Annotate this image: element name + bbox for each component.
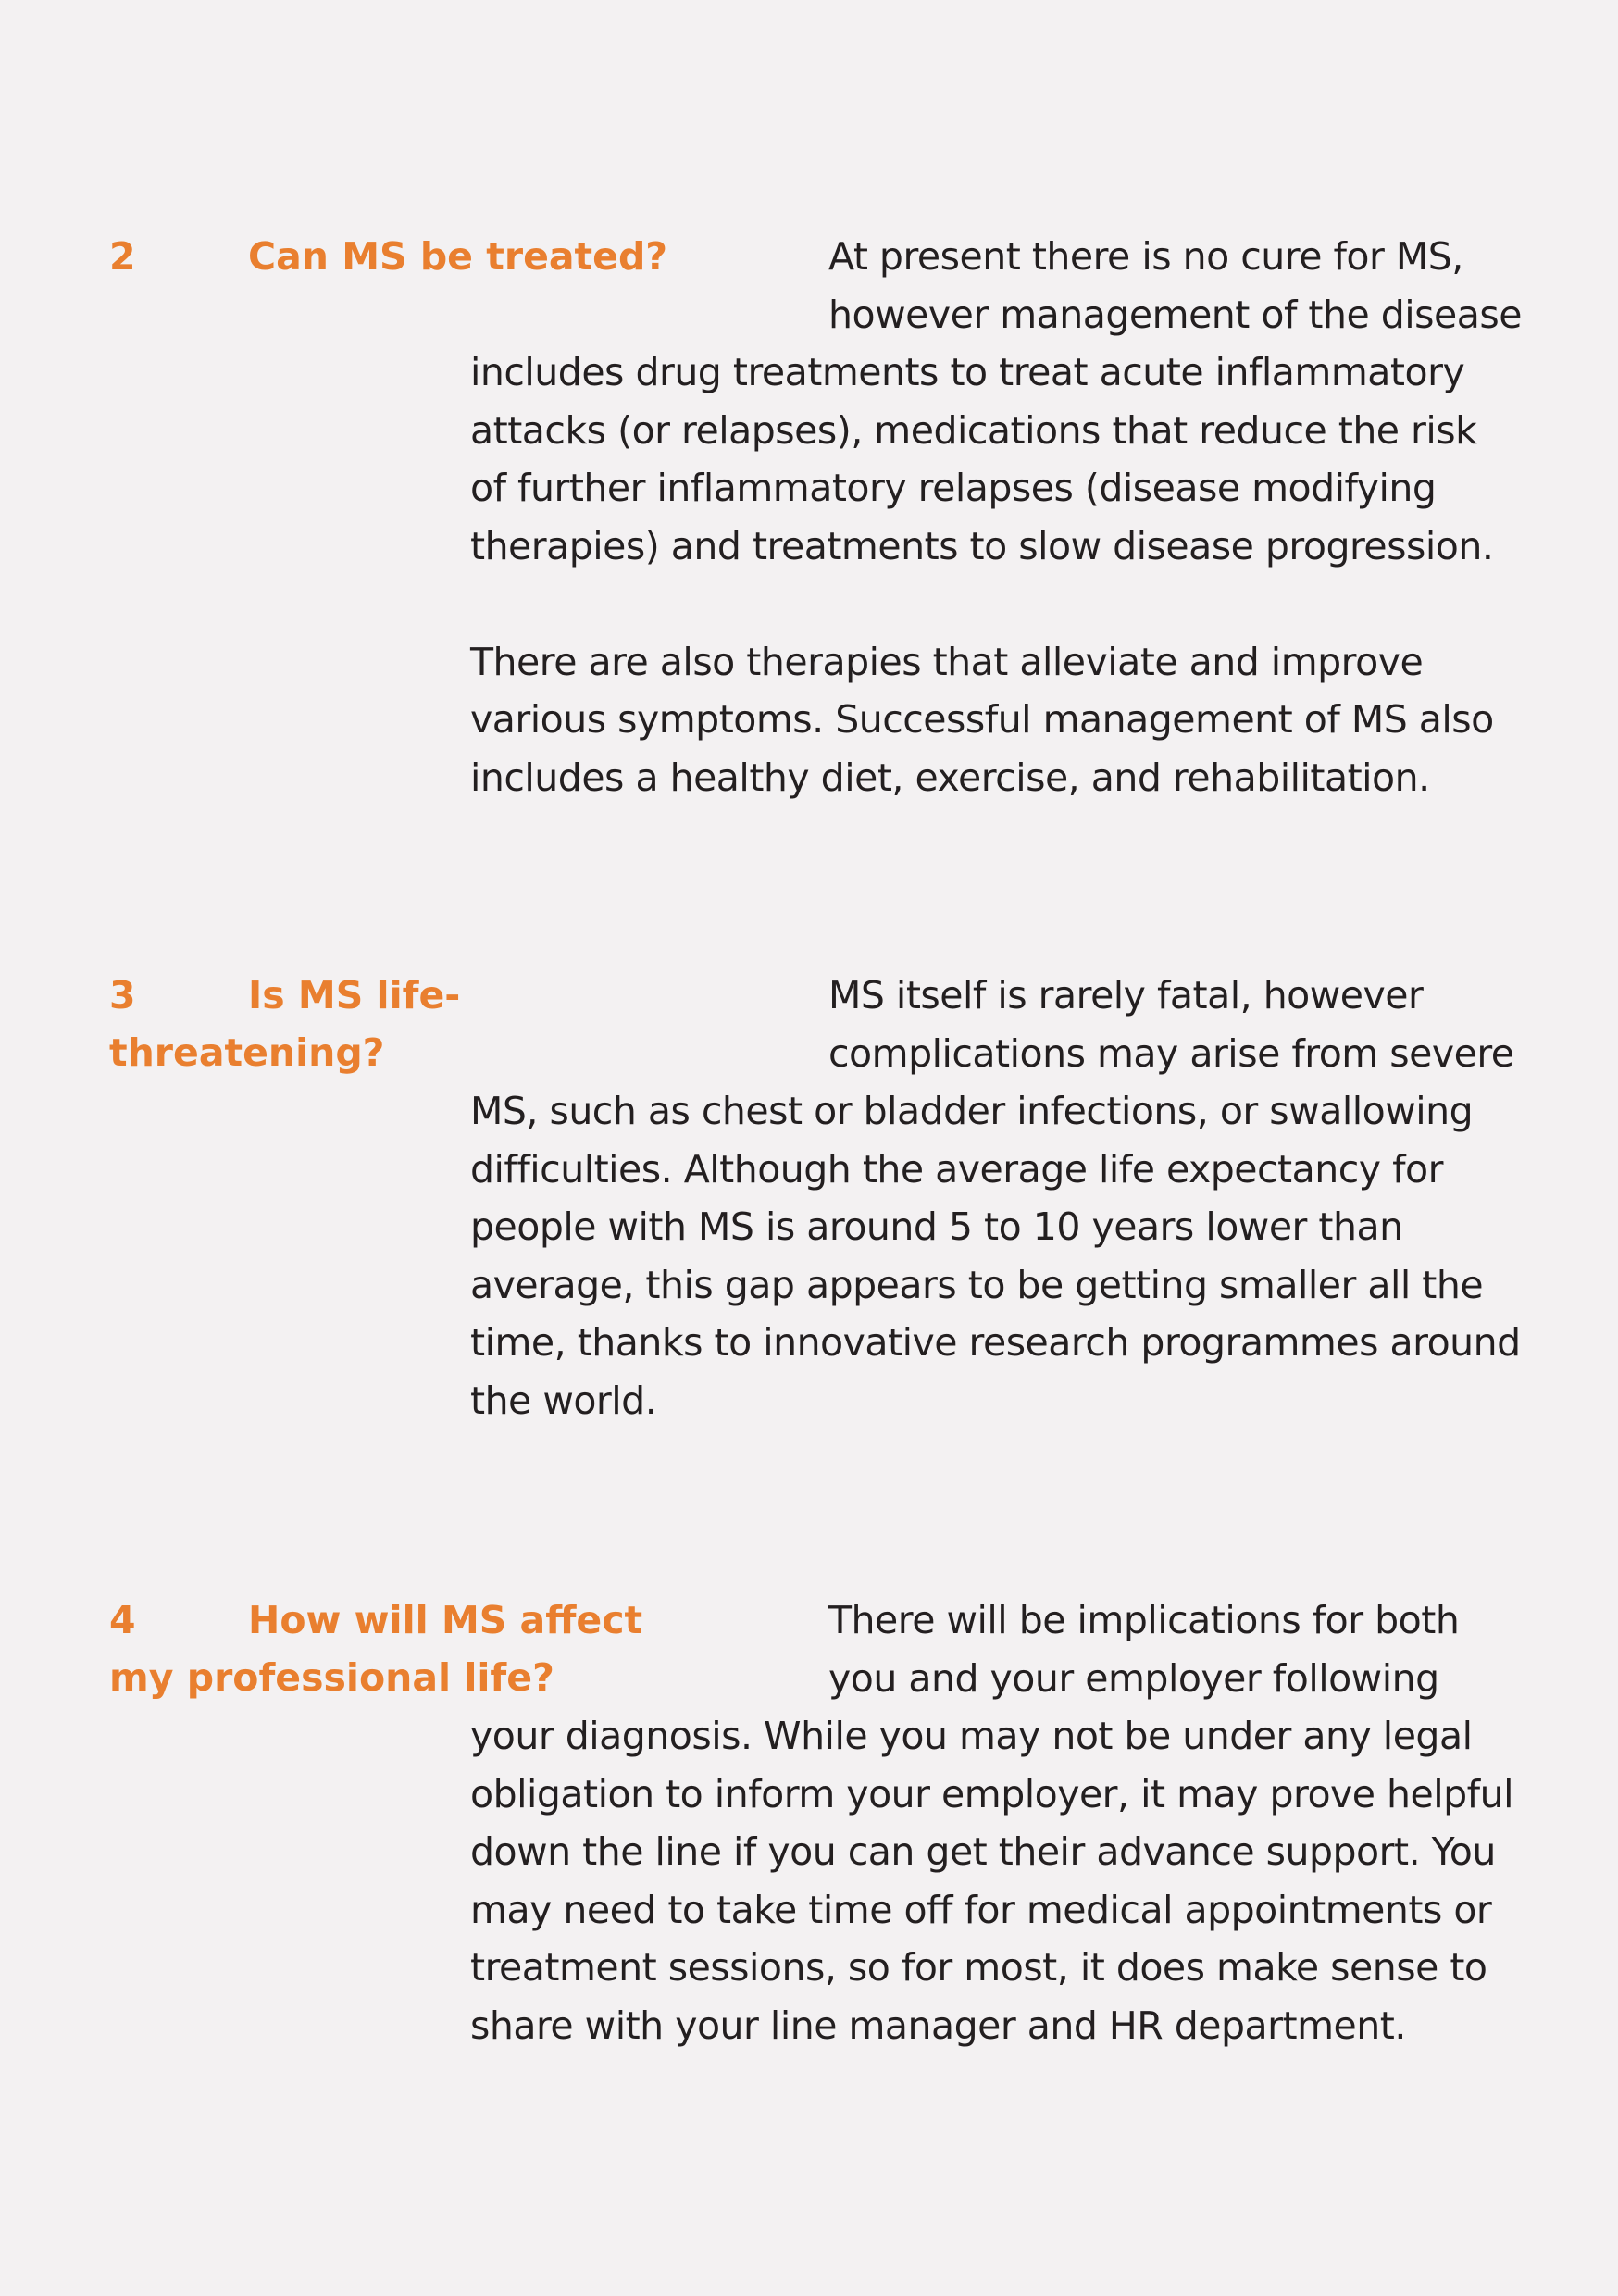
section-heading: Is MS life-threatening? (109, 973, 461, 1075)
section-heading: Can MS be treated? (248, 234, 668, 279)
body-line: time, thanks to innovative research programmes around (470, 1320, 1521, 1365)
body-line: you and your employer following (828, 1655, 1439, 1701)
section-number: 3 (109, 973, 136, 1017)
section-body (470, 228, 1522, 806)
body-line: people with MS is around 5 to 10 years lower than (470, 1204, 1403, 1249)
body-line: MS, such as chest or bladder infections, or swallowing (470, 1089, 1474, 1133)
body-line: may need to take time off for medical appointments or (470, 1887, 1492, 1932)
body-line: down the line if you can get their advance support. You (470, 1829, 1496, 1874)
body-line: includes a healthy diet, exercise, and rehabilitation. (470, 755, 1430, 800)
body-line: complications may arise from severe (828, 1030, 1514, 1076)
body-line: includes drug treatments to treat acute inflammatory (470, 350, 1465, 394)
body-line: various symptoms. Successful management of MS also (470, 697, 1494, 742)
body-line: There are also therapies that alleviate and improve (470, 639, 1424, 684)
body-line: therapies) and treatments to slow disease progression. (470, 523, 1494, 568)
section-body (470, 967, 1521, 1429)
body-line: however management of the disease (828, 292, 1522, 337)
body-line: There will be implications for both (828, 1598, 1460, 1642)
section-body (470, 1591, 1513, 2054)
section-heading: How will MS affect my professional life? (109, 1598, 643, 1700)
body-line: At present there is no cure for MS, (828, 234, 1463, 279)
body-line: obligation to inform your employer, it may prove helpful (470, 1771, 1513, 1816)
body-line: attacks (or relapses), medications that reduce the risk (470, 407, 1477, 453)
section-number: 2 (109, 234, 136, 279)
body-line: the world. (470, 1378, 657, 1423)
body-line: share with your line manager and HR department. (470, 2003, 1406, 2048)
body-line: MS itself is rarely fatal, however (828, 973, 1424, 1017)
paragraph-gap (470, 575, 1507, 633)
body-line: your diagnosis. While you may not be under any legal (470, 1714, 1473, 1758)
body-line: treatment sessions, so for most, it does make sense to (470, 1945, 1487, 1990)
section-number: 4 (109, 1598, 136, 1642)
body-line: difficulties. Although the average life expectancy for (470, 1146, 1443, 1192)
body-line: average, this gap appears to be getting smaller all the (470, 1262, 1484, 1307)
body-line: of further inflammatory relapses (disease modifying (470, 466, 1437, 510)
